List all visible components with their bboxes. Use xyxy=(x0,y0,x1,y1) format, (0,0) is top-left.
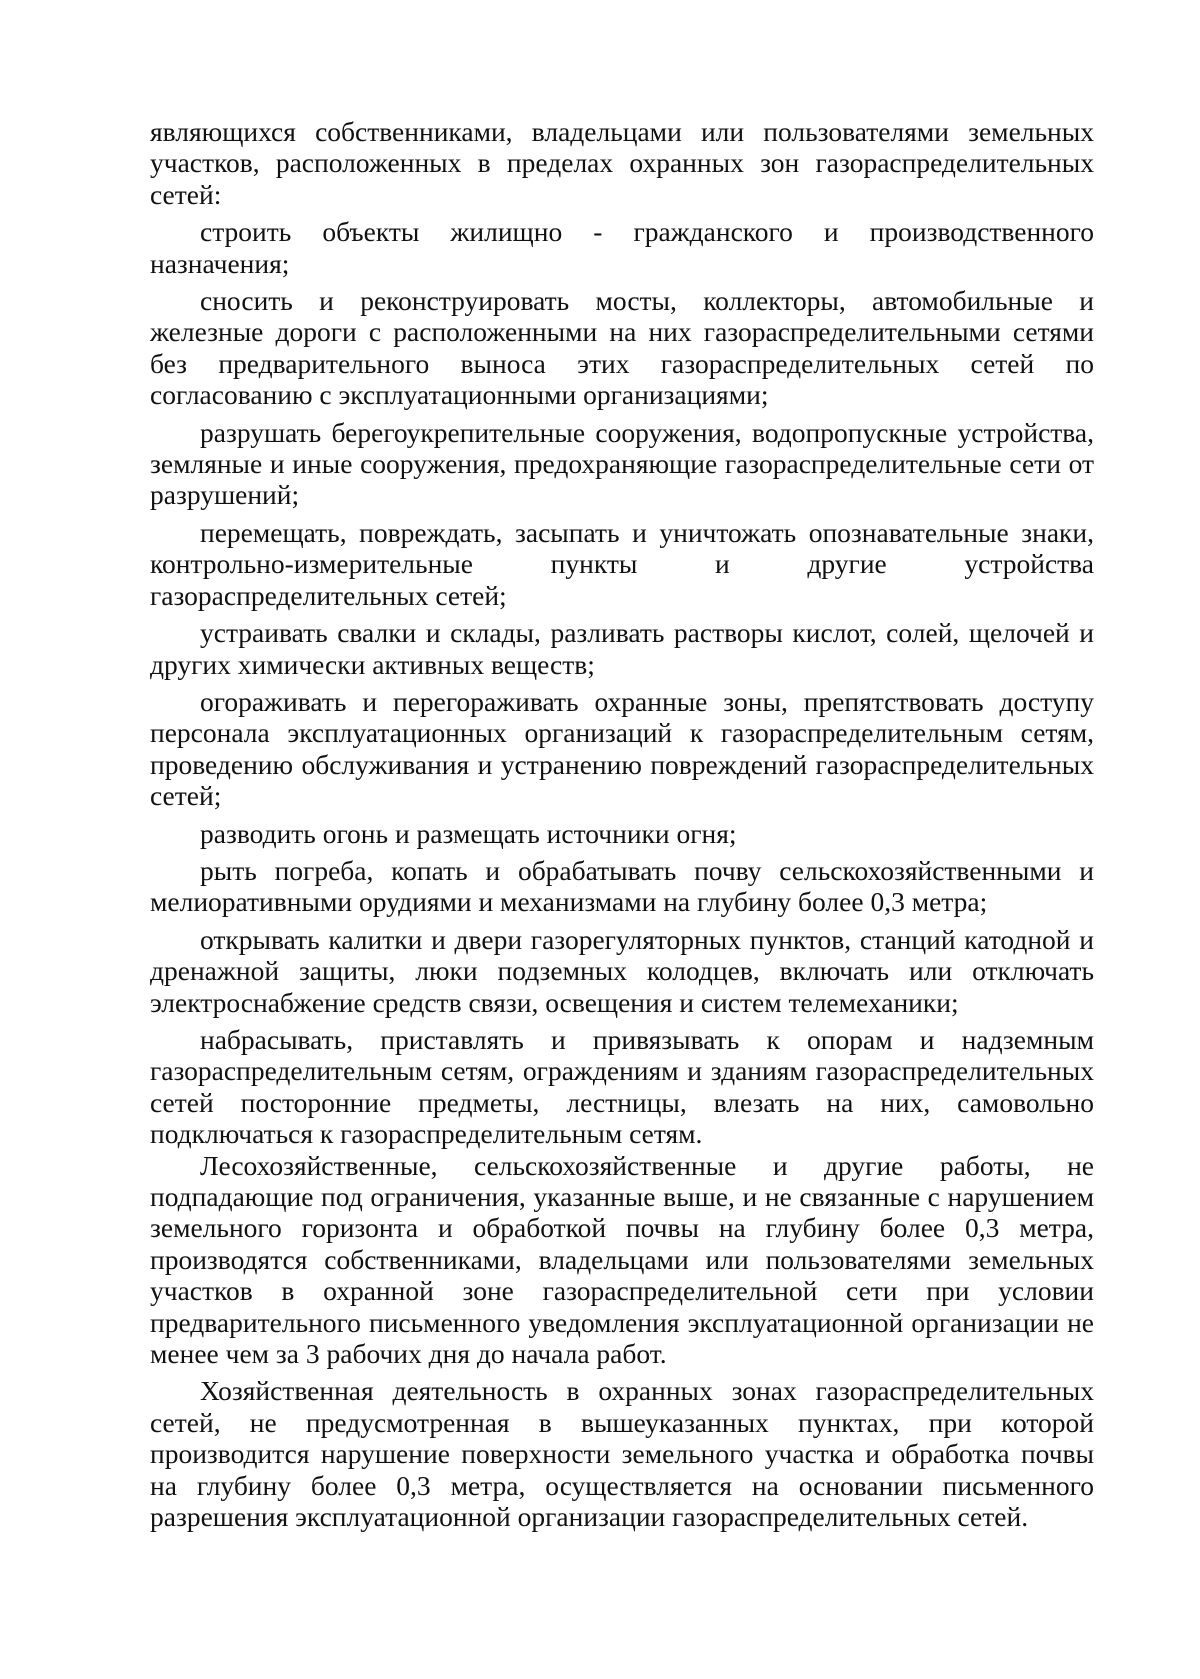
list-item-open-doors: открывать калитки и двери газорегуляторных пунктов, станций катодной и дренажной защиты, люки подземных колодцев, включать или отключать электроснабжение средств связи, освещения и систем телемеханики; xyxy=(150,923,1094,1018)
list-item-destroy-structures: разрушать берегоукрепительные сооружения, водопропускные устройства, земляные и иные сооружения, предохраняющие газораспределительные сети от разрушений; xyxy=(150,416,1094,511)
list-item-fire: разводить огонь и размещать источники огня; xyxy=(200,817,737,849)
list-item-fencing: огораживать и перегораживать охранные зоны, препятствовать доступу персонала эксплуатационных организаций к газораспределительным сетям, проведению обслуживания и устранению повреждений газораспределительных сетей; xyxy=(150,685,1094,812)
list-item-move-signs: перемещать, повреждать, засыпать и уничтожать опознавательные знаки, контрольно-измерительные пункты и другие устройства газораспределительных сетей; xyxy=(150,516,1094,611)
list-item-build: строить объекты жилищно - гражданского и производственного назначения; xyxy=(150,216,1094,279)
list-item-dig: рыть погреба, копать и обрабатывать почву сельскохозяйственными и мелиоративными орудиями и механизмами на глубину более 0,3 метра; xyxy=(150,854,1094,918)
paragraph-forestry-works: Лесохозяйственные, сельскохозяйственные и другие работы, не подпадающие под ограничения, указанные выше, и не связанные с нарушением земельного горизонта и обработкой почвы на глубину более 0,3 метра, производятся собственниками, владельцами или пользователями земельных участков в охранной зоне газораспределительной сети при условии предварительного письменного уведомления эксплуатационной организации не менее чем за 3 рабочих дня до начала работ. xyxy=(150,1149,1094,1370)
list-item-demolish: сносить и реконструировать мосты, коллекторы, автомобильные и железные дороги с расположенными на них газораспределительными сетями без предварительного выноса этих газораспределительных сетей по согласованию с эксплуатационными организациями; xyxy=(150,285,1094,411)
paragraph-continuation: являющихся собственниками, владельцами или пользователями земельных участков, расположенных в пределах охранных зон газораспределительных сетей: xyxy=(150,116,1094,210)
document-body xyxy=(150,116,1094,1532)
list-item-attach-objects: набрасывать, приставлять и привязывать к опорам и надземным газораспределительным сетям, ограждениям и зданиям газораспределительных сетей посторонние предметы, лестницы, влезать на них, самовольно подключаться к газораспределительным сетям. xyxy=(150,1023,1094,1150)
paragraph-economic-activity: Хозяйственная деятельность в охранных зонах газораспределительных сетей, не предусмотренная в вышеуказанных пунктах, при которой производится нарушение поверхности земельного участка и обработка почвы на глубину более 0,3 метра, осуществляется на основании письменного разрешения эксплуатационной организации газораспределительных сетей. xyxy=(150,1375,1094,1533)
list-item-dumps: устраивать свалки и склады, разливать растворы кислот, солей, щелочей и других химически активных веществ; xyxy=(150,617,1094,680)
